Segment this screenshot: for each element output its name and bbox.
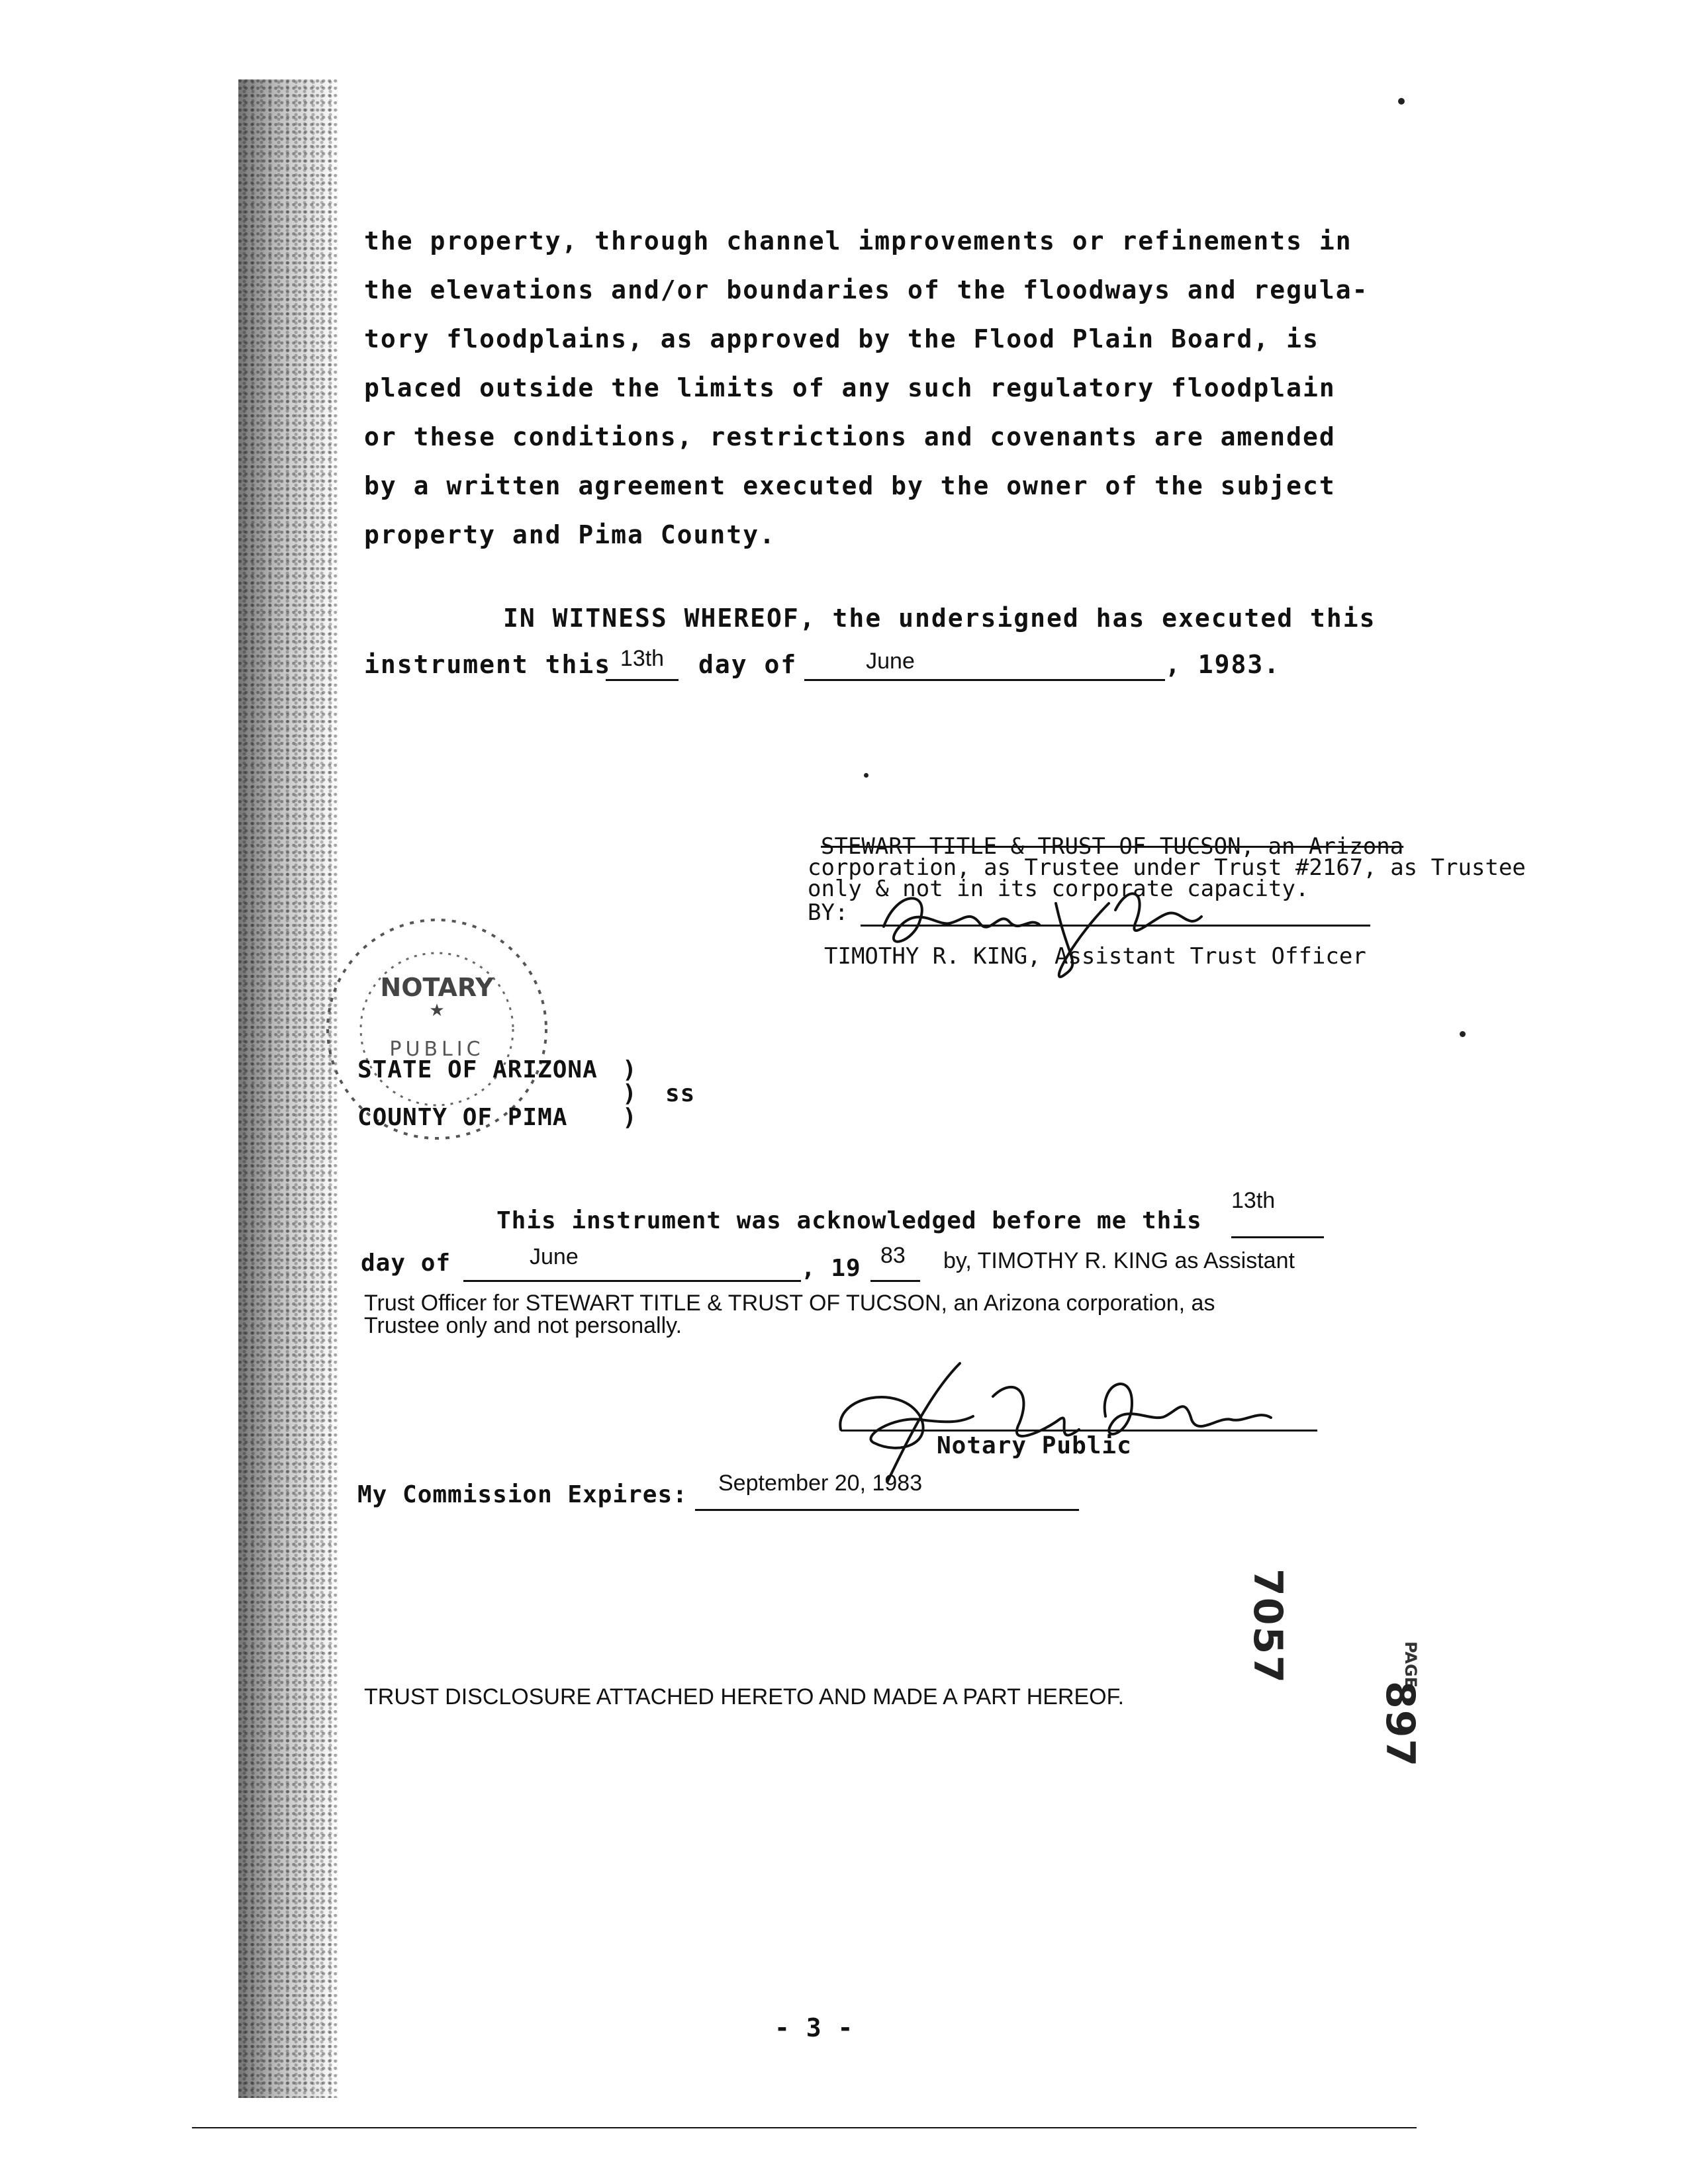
venue-county: COUNTY OF PIMA — [357, 1104, 568, 1131]
witness-month-value: June — [866, 649, 915, 674]
venue-paren: ) — [622, 1104, 637, 1131]
body-line: the property, through channel improvements or refinements in — [364, 226, 1352, 255]
body-line: placed outside the limits of any such regulatory floodplain — [364, 373, 1336, 402]
venue-state: STATE OF ARIZONA — [357, 1056, 598, 1083]
body-line: or these conditions, restrictions and covenants are amended — [364, 422, 1336, 451]
seal-text-top: NOTARY — [380, 973, 494, 1002]
body-paragraph — [364, 218, 1369, 563]
commission-rule — [695, 1509, 1079, 1511]
witness-day-rule — [606, 679, 679, 681]
signatory-block — [804, 824, 1526, 989]
commission-label: My Commission Expires: — [357, 1481, 688, 1508]
witness-clause — [364, 596, 1376, 695]
ack-year-rule — [870, 1280, 920, 1282]
ack-line-1: This instrument was acknowledged before me this — [496, 1207, 1202, 1234]
ack-by-text: by, TIMOTHY R. KING as Assistant — [943, 1248, 1295, 1273]
witness-month-rule — [804, 679, 1165, 681]
venue-paren: ) — [622, 1080, 637, 1107]
body-line: property and Pima County. — [364, 520, 776, 549]
witness-year: , 1983. — [1165, 650, 1281, 679]
seal-text-bottom: PUBLIC — [389, 1038, 485, 1061]
signatory-name: TIMOTHY R. KING, Assistant Trust Officer — [824, 943, 1366, 970]
page-number: - 3 - — [774, 2013, 854, 2042]
venue-paren: ) — [622, 1056, 637, 1083]
scan-speck — [1460, 1031, 1466, 1037]
ack-line-3: Trust Officer for STEWART TITLE & TRUST OF TUCSON, an Arizona corporation, as — [364, 1291, 1215, 1316]
commission-block — [357, 1456, 1152, 1522]
ack-year-value: 83 — [880, 1243, 906, 1268]
recording-page-number: 897 — [1377, 1681, 1423, 1768]
body-line: tory floodplains, as approved by the Flood Plain Board, is — [364, 324, 1319, 353]
ack-month-rule — [463, 1280, 801, 1282]
witness-day-value: 13th — [620, 646, 665, 671]
body-line: by a written agreement executed by the owner of the subject — [364, 471, 1336, 500]
body-line: the elevations and/or boundaries of the floodways and regula- — [364, 275, 1369, 304]
scan-speck — [864, 773, 868, 778]
trust-disclosure: TRUST DISCLOSURE ATTACHED HERETO AND MADE A PART HEREOF. — [364, 1684, 1125, 1709]
signatory-line-2: corporation, as Trustee under Trust #2167, as Trustee — [808, 854, 1526, 881]
ack-year-prefix: , 19 — [801, 1255, 861, 1282]
acknowledgment-block — [357, 1185, 1417, 1357]
witness-line-1: IN WITNESS WHEREOF, the undersigned has executed this — [503, 604, 1376, 633]
scan-speck — [1398, 98, 1405, 105]
signatory-line-1: STEWART TITLE & TRUST OF TUCSON, an Arizona — [821, 833, 1404, 860]
signatory-line-3: only & not in its corporate capacity. — [808, 876, 1309, 902]
ack-month-value: June — [530, 1244, 579, 1269]
notary-signature-rule — [841, 1430, 1317, 1432]
trust-officer-signature — [857, 864, 1254, 983]
signatory-by-label: BY: — [808, 899, 849, 926]
venue-ss: ss — [665, 1080, 696, 1107]
ack-day-rule — [1231, 1236, 1324, 1238]
recording-stamp — [1244, 1529, 1450, 1794]
ack-day-of-label: day of — [361, 1250, 451, 1277]
commission-date: September 20, 1983 — [718, 1471, 923, 1496]
venue-block — [357, 1052, 755, 1152]
witness-day-of-label: day of — [698, 650, 798, 679]
svg-text:★: ★ — [429, 1001, 445, 1021]
notary-label: Notary Public — [937, 1432, 1132, 1459]
ack-line-4: Trustee only and not personally. — [364, 1313, 682, 1338]
witness-instrument-label: instrument this — [364, 650, 612, 679]
ack-day-value: 13th — [1231, 1188, 1276, 1213]
bottom-rule — [192, 2127, 1417, 2128]
recording-docket: 7057 — [1244, 1569, 1291, 1684]
recording-page-label: PAGE — [1401, 1641, 1420, 1688]
